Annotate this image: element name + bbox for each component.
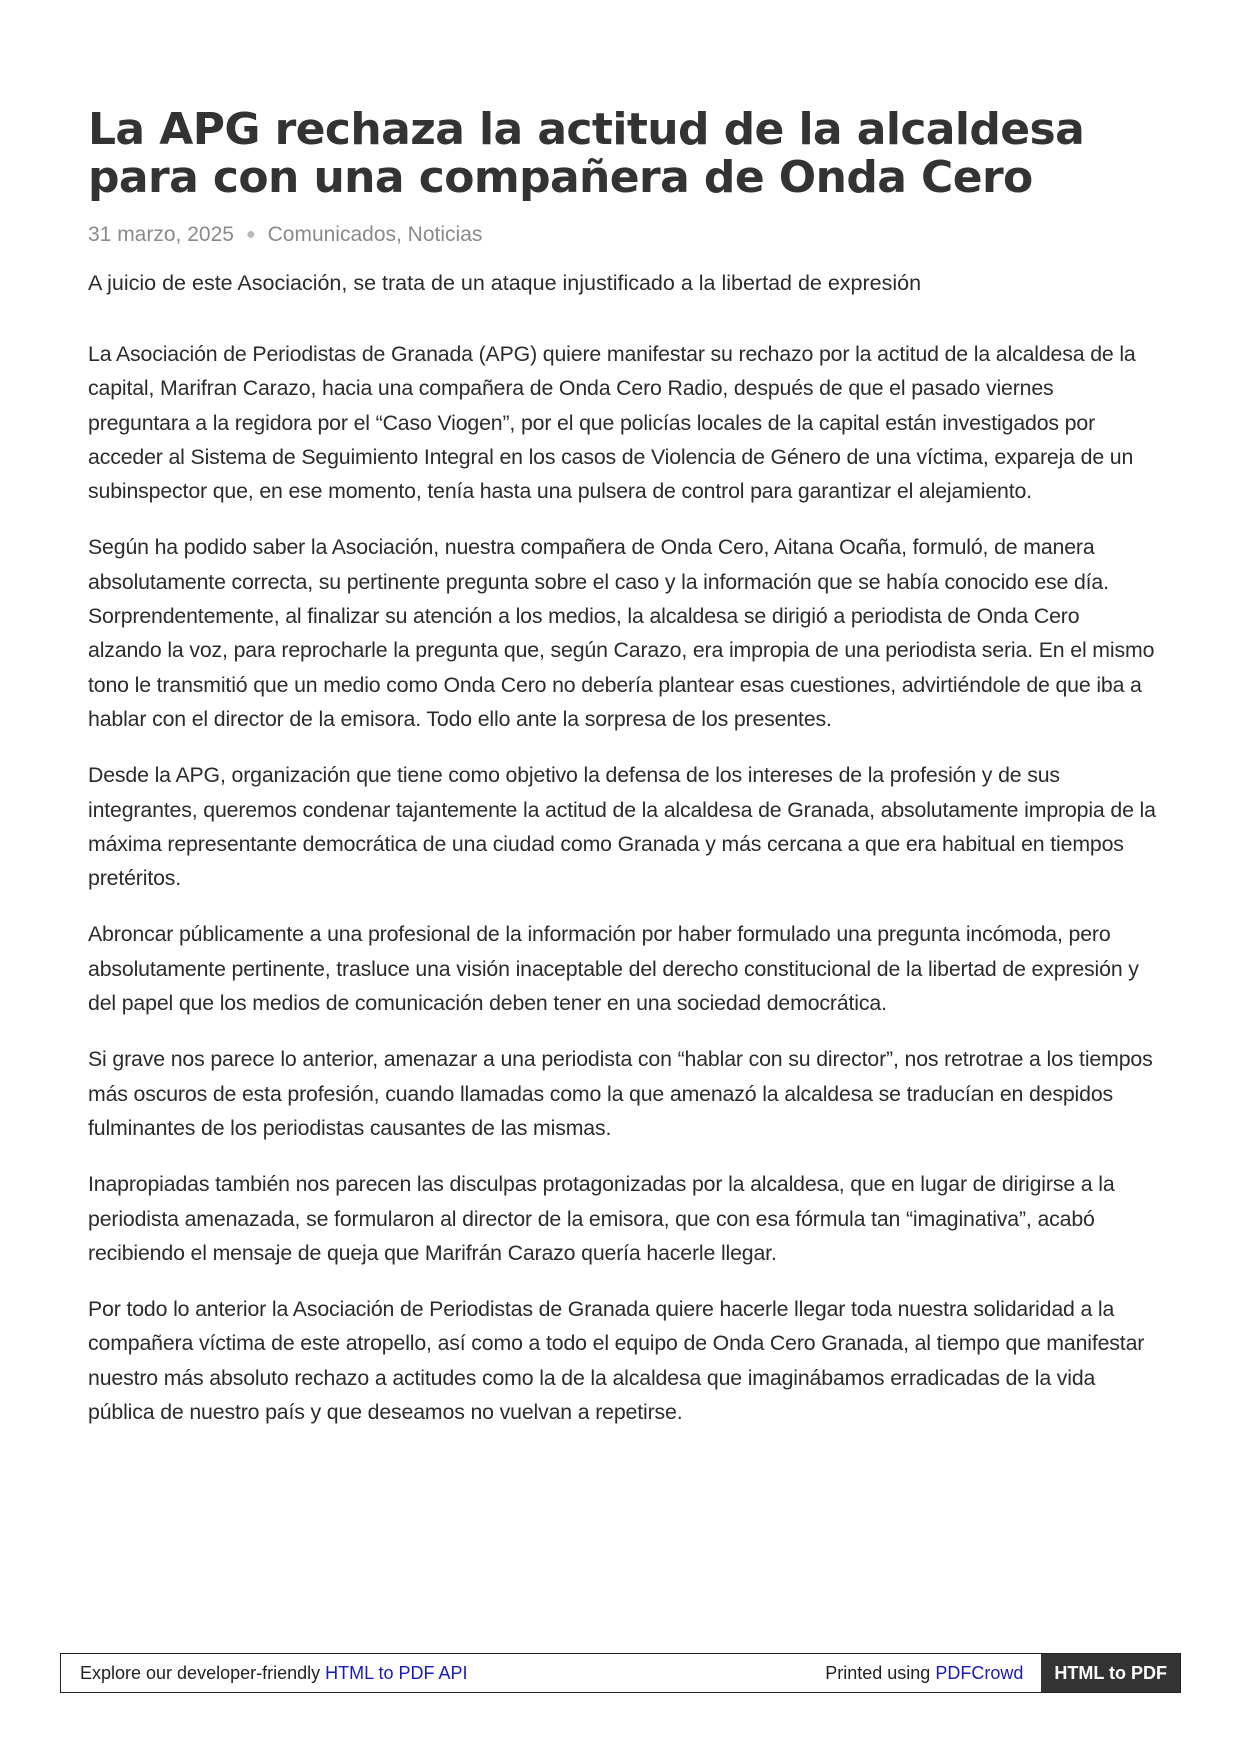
footer-left-text: Explore our developer-friendly bbox=[80, 1662, 326, 1683]
html-to-pdf-api-link[interactable]: HTML to PDF API bbox=[325, 1662, 468, 1683]
article-paragraph: Si grave nos parece lo anterior, amenazar a una periodista con “hablar con su director”, nos retrotrae a los tiempos más oscuros de esta profesión, cuando llamadas como la que amenazó la alcaldesa se traducían en despidos fulminantes de los periodistas causantes de las mismas. bbox=[88, 1047, 1153, 1140]
article-meta bbox=[88, 221, 1158, 249]
article-date: 31 marzo, 2025 bbox=[88, 223, 234, 246]
article-paragraph: Abroncar públicamente a una profesional de la información por haber formulado una pregunta incómoda, pero absolutamente pertinente, trasluce una visión inaceptable del derecho constitucional de la libertad de expresión y del papel que los medios de comunicación deben tener en una sociedad democrática. bbox=[88, 922, 1139, 1016]
footer-right-text: Printed using bbox=[825, 1662, 936, 1683]
article-paragraph: La Asociación de Periodistas de Granada (APG) quiere manifestar su rechazo por la actitud de la alcaldesa de la capital, Marifran Carazo, hacia una compañera de Onda Cero Radio, después de que el pasado viernes preguntara a la regidora por el “Caso Viogen”, por el que policías locales de la capital están investigados por acceder al Sistema de Seguimiento Integral en los casos de Violencia de Género de una víctima, expareja de un subinspector que, en ese momento, tenía hasta una pulsera de control para garantizar el alejamiento. bbox=[88, 342, 1136, 504]
pdfcrowd-link[interactable]: PDFCrowd bbox=[935, 1662, 1024, 1683]
article-subtitle: A juicio de este Asociación, se trata de un ataque injustificado a la libertad de expresión bbox=[88, 271, 922, 295]
article-paragraph: Por todo lo anterior la Asociación de Periodistas de Granada quiere hacerle llegar toda nuestra solidaridad a la compañera víctima de este atropello, así como a todo el equipo de Onda Cero Granada, al tiempo que manifestar nuestro más absoluto rechazo a actitudes como la de la alcaldesa que imaginábamos erradicadas de la vida pública de nuestro país y que deseamos no vuelvan a repetirse. bbox=[88, 1297, 1145, 1425]
article-title: La APG rechaza la actitud de la alcaldesa para con una compañera de Onda Cero bbox=[88, 104, 1085, 203]
article-body bbox=[88, 337, 1158, 1429]
article-paragraph: Inapropiadas también nos parecen las disculpas protagonizadas por la alcaldesa, que en lugar de dirigirse a la periodista amenazada, se formularon al director de la emisora, que con esa fórmula tan “imaginativa”, acabó recibiendo el mensaje de queja que Marifrán Carazo quería hacerle llegar. bbox=[88, 1172, 1115, 1265]
article bbox=[88, 106, 1158, 1451]
separator-dot-icon: ● bbox=[245, 226, 256, 243]
article-paragraph: Desde la APG, organización que tiene como objetivo la defensa de los intereses de la profesión y de sus integrantes, queremos condenar tajantemente la actitud de la alcaldesa de Granada, absolutamente impropia de la máxima representante democrática de una ciudad como Granada y más cercana a que era habitual en tiempos pretéritos. bbox=[88, 763, 1156, 891]
footer-left bbox=[61, 1663, 825, 1684]
footer-right bbox=[825, 1663, 1041, 1684]
article-paragraph: Según ha podido saber la Asociación, nuestra compañera de Onda Cero, Aitana Ocaña, formuló, de manera absolutamente correcta, su pertinente pregunta sobre el caso y la información que se había conocido ese día. Sorprendentemente, al finalizar su atención a los medios, la alcaldesa se dirigió a periodista de Onda Cero alzando la voz, para reprocharle la pregunta que, según Carazo, era impropia de una periodista seria. En el mismo tono le transmitió que un medio como Onda Cero no debería plantear esas cuestiones, advirtiéndole de que iba a hablar con el director de la emisora. Todo ello ante la sorpresa de los presentes. bbox=[88, 535, 1155, 731]
pdfcrowd-footer bbox=[60, 1653, 1181, 1693]
html-to-pdf-badge[interactable]: HTML to PDF bbox=[1041, 1654, 1180, 1692]
article-categories[interactable]: Comunicados, Noticias bbox=[267, 223, 483, 246]
